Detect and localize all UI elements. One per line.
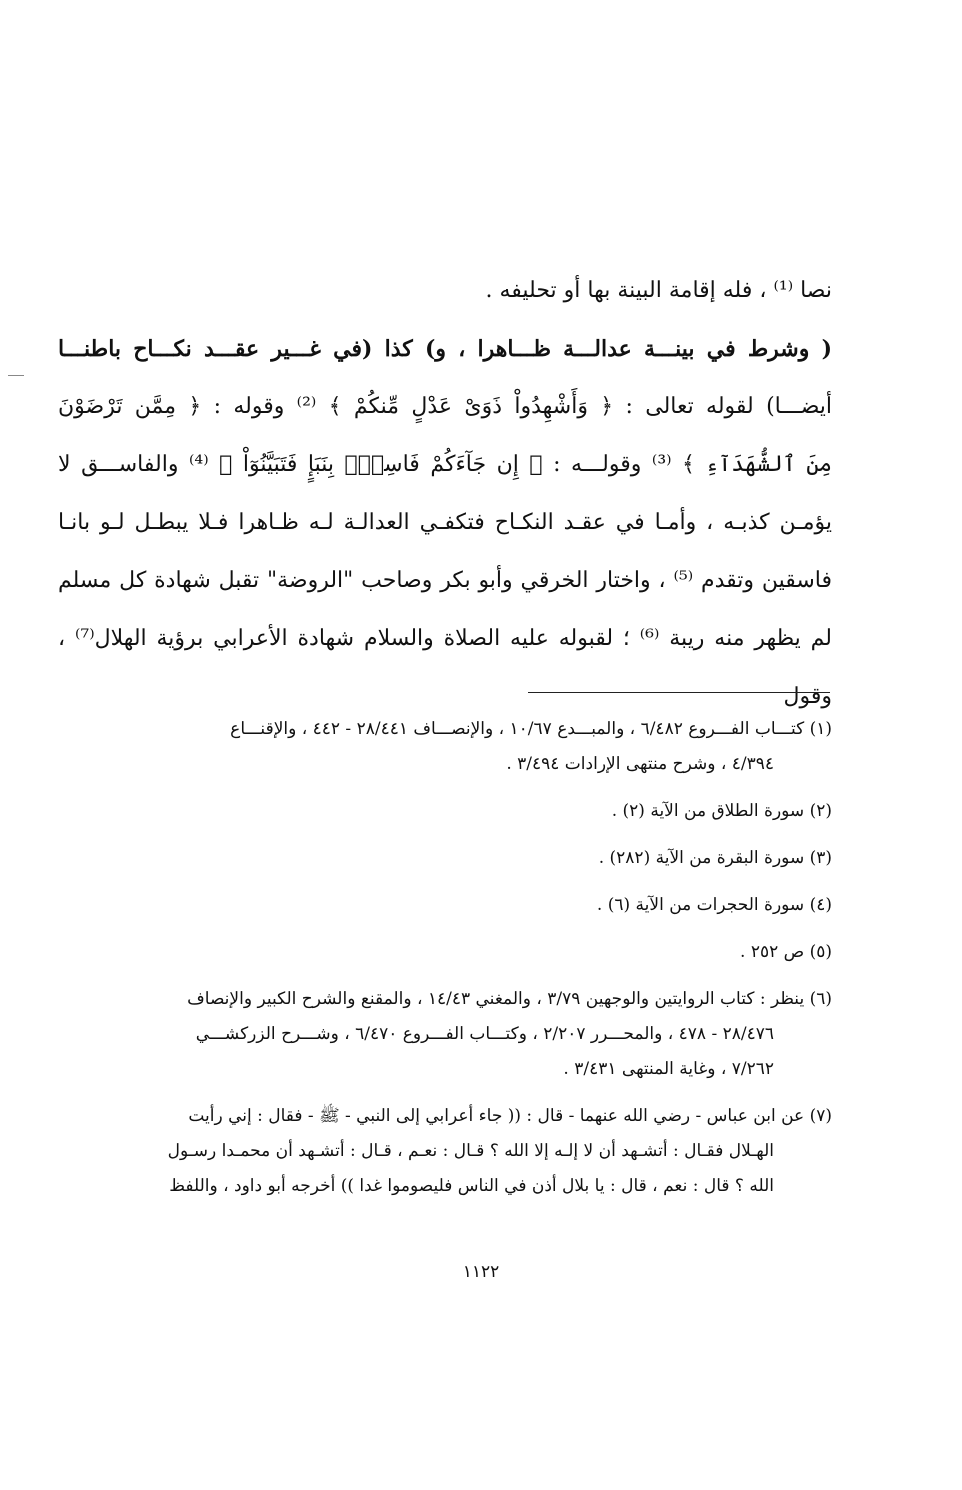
footnote-line: (٦) ينظر : كتاب الروايتين والوجهين ٣/٧٩ ، والمغني ١٤/٤٣ ، والمقنع والشرح الكبير والإنصاف <box>187 989 832 1009</box>
margin-mark <box>8 375 24 376</box>
body-line: لم يظهر منه ريبة ⁽⁶⁾ ؛ لقبوله عليه الصلاة والسلام شهادة الأعرابي برؤية الهلال⁽⁷⁾ ، وقول <box>58 626 833 709</box>
footnote-4 <box>58 888 832 923</box>
body-line: فاسقين وتقدم ⁽⁵⁾ ، واختار الخرقي وأبو بكر وصاحب "الروضة" تقبل شهادة كل مسلم <box>58 568 833 593</box>
body-line: ( وشرط في بينـــة عدالـــة ظـــاهرا ، و) كذا (في غـــير عقـــد نكـــاح باطنـــا <box>58 336 832 362</box>
footnote-6 <box>58 982 832 1087</box>
body-line: يؤمـن كذبـه ، وأمـا في عقـد النكـاح فتكفـي العدالـة لـه ظـاهرا فـلا يبطـل لـو بانـا <box>58 510 832 535</box>
footnote-line: الله ؟ قال : نعم ، قال : يا بلال أذن في الناس فليصوموا غدا )) أخرجه أبو داود ، واللفظ <box>169 1176 774 1196</box>
footnote-1 <box>58 712 832 782</box>
body-line: مِنَ ٱلشُّهَدَآءِ ﴾ ⁽³⁾ وقولـــه : ﴿ إِن جَآءَكُمْ فَاسِقٌۢ بِنَبَإٍ فَتَبَيَّنُوٓاْ ﴾ ⁽⁴⁾ والفاســـق لا <box>58 452 833 477</box>
footnote-line: ٢٨/٤٧٦ - ٤٧٨ ، والمحـــرر ٢/٢٠٧ ، وكتـــاب الفـــروع ٦/٤٧٠ ، وشـــرح الزركشـــي <box>195 1024 774 1044</box>
page-number: ١١٢٢ <box>462 1262 500 1282</box>
main-text <box>58 262 833 709</box>
footnote-line: الهـلال فقـال : أتشـهد أن لا إلـه إلا الله ؟ قـال : نعـم ، قـال : أتشـهد أن محمـدا رسـول <box>167 1141 774 1161</box>
footnote-line: (٣) سورة البقرة من الآية (٢٨٢) . <box>598 848 832 868</box>
footnote-3 <box>58 841 832 876</box>
footnote-line: (٥) ص ٢٥٢ . <box>740 942 832 962</box>
body-line: أيضـــا) لقوله تعالى : ﴿ وَأَشْهِدُواْ ذَوَىْ عَدْلٍ مِّنكُمْ ﴾ ⁽²⁾ وقوله : ﴿ مِمَّن تَرْضَوْنَ <box>58 394 833 419</box>
footnote-7 <box>58 1099 832 1204</box>
body-line: نصا ⁽¹⁾ ، فله إقامة البينة بها أو تحليفه . <box>485 278 832 303</box>
footnote-2 <box>58 794 832 829</box>
footnote-line: (٤) سورة الحجرات من الآية (٦) . <box>596 895 832 915</box>
footnote-line: ٧/٢٦٢ ، وغاية المنتهى ٣/٤٣١ . <box>563 1059 774 1079</box>
footnote-line: (١) كتـــاب الفـــروع ٦/٤٨٢ ، والمبـــدع ١٠/٦٧ ، والإنصـــاف ٢٨/٤٤١ - ٤٤٢ ، والإقنـــاع <box>230 719 832 739</box>
footnote-line: (٢) سورة الطلاق من الآية (٢) . <box>611 801 832 821</box>
footnote-line: ٤/٣٩٤ ، وشرح منتهى الإرادات ٣/٤٩٤ . <box>506 754 774 774</box>
footnotes <box>58 712 832 1216</box>
footnote-line: (٧) عن ابن عباس - رضي الله عنهما - قال : (( جاء أعرابي إلى النبي - ﷺ - فقال : إني رأيت <box>188 1106 832 1126</box>
footnote-5 <box>58 935 832 970</box>
footnote-divider <box>528 692 830 693</box>
